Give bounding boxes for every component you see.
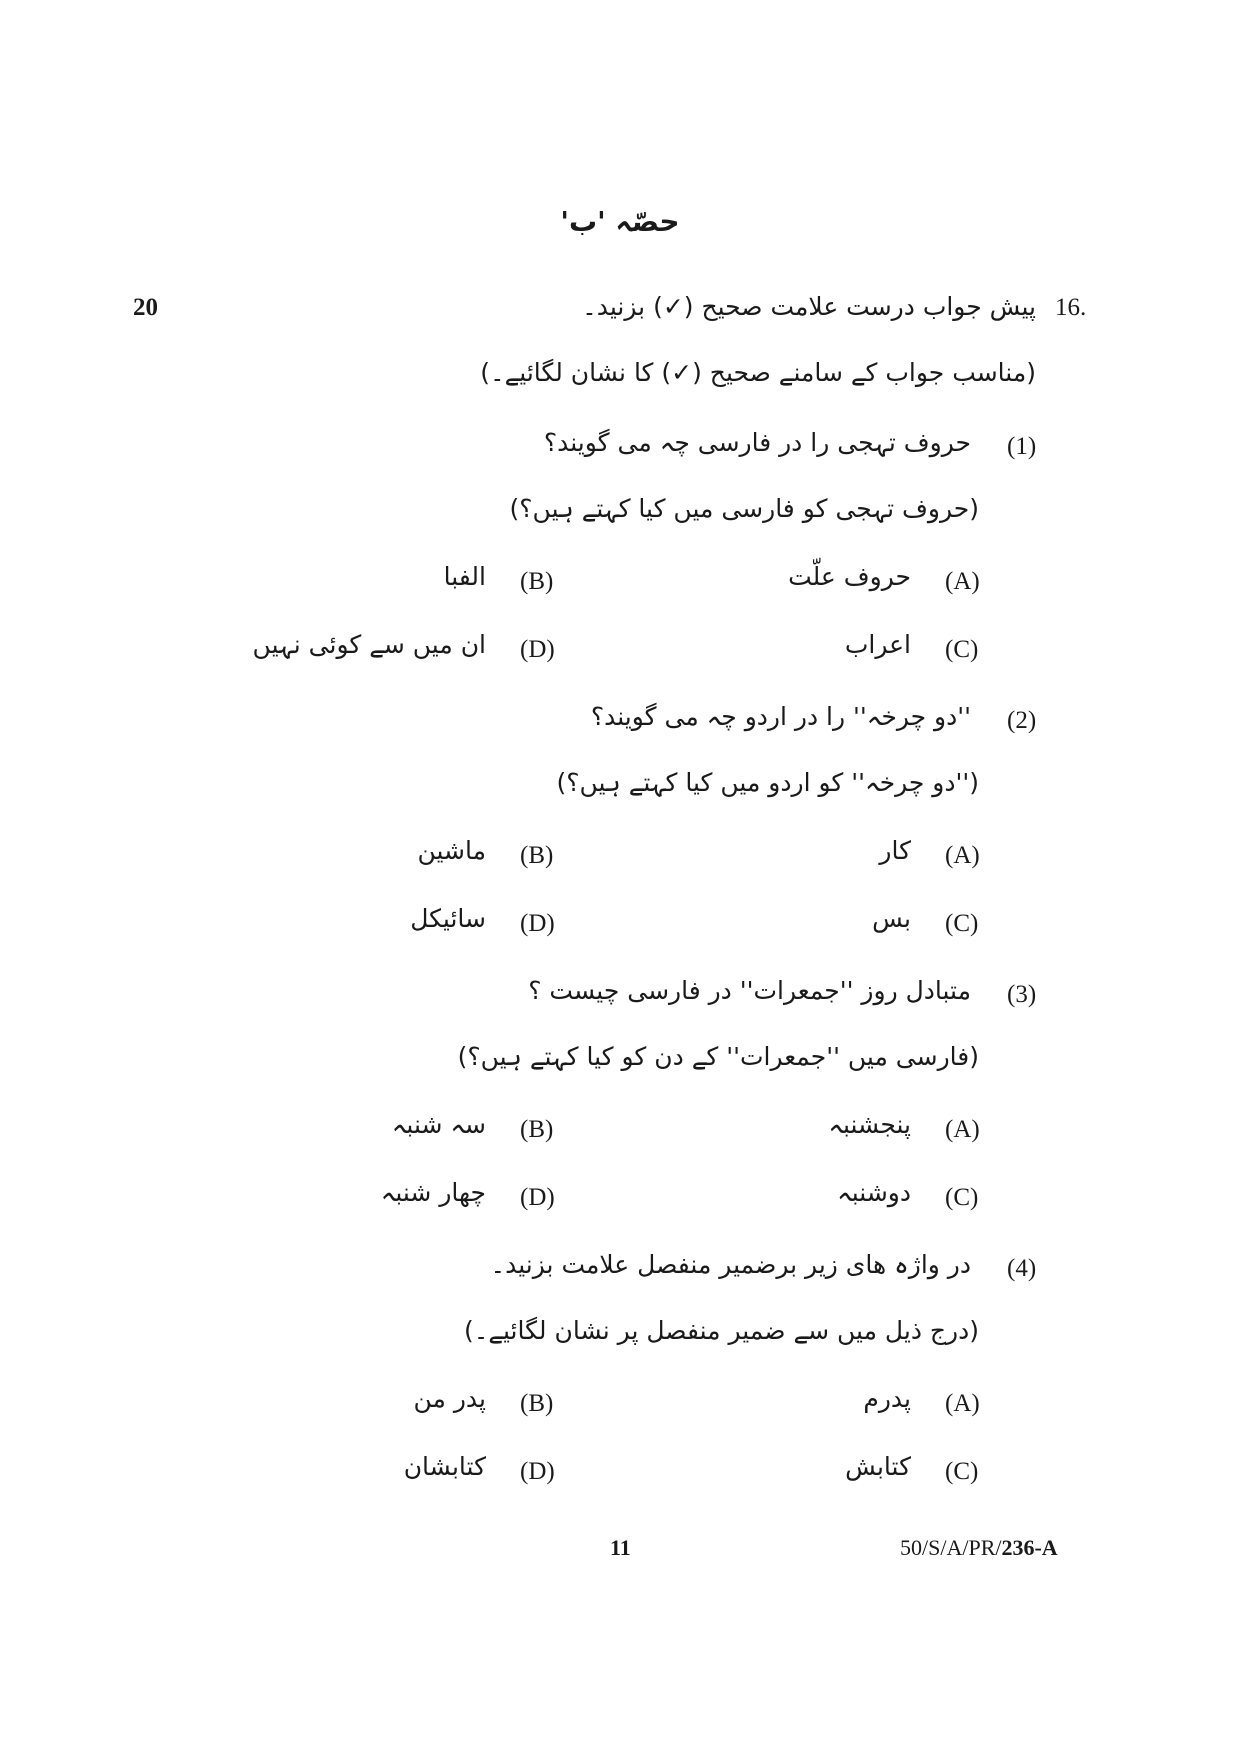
option-label: (D) xyxy=(520,910,555,937)
option-a[interactable]: پدرم xyxy=(863,1384,911,1413)
option-c[interactable]: کتابش xyxy=(845,1452,911,1481)
option-label: (A) xyxy=(945,842,980,869)
instruction-urdu: (مناسب جواب کے سامنے صحیح (✓) کا نشان لگائیے۔) xyxy=(480,358,1036,387)
option-b[interactable]: ماشین xyxy=(417,836,486,865)
option-b[interactable]: سہ شنبہ xyxy=(391,1110,486,1139)
question-persian: متبادل روز ''جمعرات'' در فارسی چیست ؟ xyxy=(528,976,971,1005)
question-persian: حروف تہجی را در فارسی چہ می گویند؟ xyxy=(543,428,971,457)
question-urdu: (حروف تہجی کو فارسی میں کیا کہتے ہیں؟) xyxy=(509,494,979,523)
option-label: (B) xyxy=(520,842,554,869)
page-number: 11 xyxy=(610,1535,631,1560)
option-label: (C) xyxy=(945,1184,979,1211)
option-c[interactable]: اعراب xyxy=(844,630,911,659)
option-d[interactable]: ان میں سے کوئی نہیں xyxy=(252,630,486,659)
option-label: (A) xyxy=(945,1390,980,1417)
option-label: (D) xyxy=(520,1458,555,1485)
option-label: (D) xyxy=(520,636,555,663)
option-d[interactable]: کتابشان xyxy=(403,1452,486,1481)
option-c[interactable]: بس xyxy=(872,904,911,933)
question-persian: ''دو چرخہ'' را در اردو چہ می گویند؟ xyxy=(590,702,971,731)
option-d[interactable]: چھار شنبہ xyxy=(380,1178,486,1207)
option-label: (B) xyxy=(520,1390,554,1417)
option-label: (B) xyxy=(520,568,554,595)
item-number: (2) xyxy=(1007,707,1037,734)
option-d[interactable]: سائیکل xyxy=(410,904,486,933)
option-label: (C) xyxy=(945,636,979,663)
question-persian: در واژہ ھای زیر برضمیر منفصل علامت بزنید۔ xyxy=(490,1250,971,1279)
option-b[interactable]: پدر من xyxy=(413,1384,486,1413)
option-label: (B) xyxy=(520,1116,554,1143)
item-number: (1) xyxy=(1007,433,1037,460)
item-number: (3) xyxy=(1007,981,1037,1008)
instruction-persian: پیش جواب درست علامت صحیح (✓) بزنید۔ xyxy=(582,292,1036,321)
paper-code-prefix: 50/S/A/PR/ xyxy=(900,1535,1002,1560)
item-number: (4) xyxy=(1007,1255,1037,1282)
option-b[interactable]: الفبا xyxy=(443,562,486,591)
question-urdu: (درج ذیل میں سے ضمیر منفصل پر نشان لگائیے۔) xyxy=(463,1316,979,1345)
option-label: (C) xyxy=(945,1458,979,1485)
paper-code-suffix: 236-A xyxy=(1001,1535,1058,1560)
option-c[interactable]: دوشنبہ xyxy=(837,1178,911,1207)
question-urdu: (فارسی میں ''جمعرات'' کے دن کو کیا کہتے ہیں؟) xyxy=(457,1042,979,1071)
option-label: (D) xyxy=(520,1184,555,1211)
marks: 20 xyxy=(133,294,158,321)
option-label: (A) xyxy=(945,1116,980,1143)
question-urdu: (''دو چرخہ'' کو اردو میں کیا کہتے ہیں؟) xyxy=(556,768,979,797)
section-title: حصّہ 'ب' xyxy=(560,205,680,238)
question-number: 16. xyxy=(1055,294,1087,321)
option-a[interactable]: حروف علّت xyxy=(788,562,911,591)
option-label: (C) xyxy=(945,910,979,937)
paper-code xyxy=(900,1535,1058,1561)
option-label: (A) xyxy=(945,568,980,595)
option-a[interactable]: کار xyxy=(879,836,911,865)
option-a[interactable]: پنجشنبہ xyxy=(828,1110,911,1139)
